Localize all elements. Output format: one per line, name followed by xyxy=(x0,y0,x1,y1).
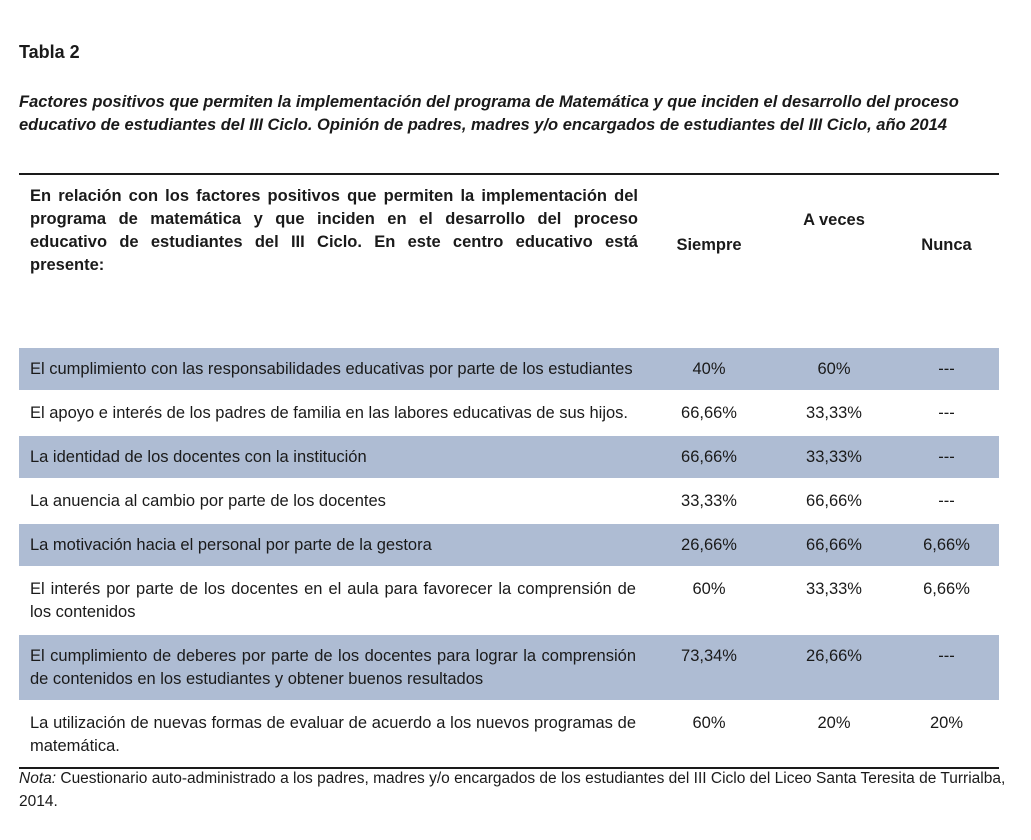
table-row xyxy=(19,435,999,479)
table-row xyxy=(19,523,999,567)
a-veces-cell: 33,33% xyxy=(774,435,894,479)
note-text: Cuestionario auto-administrado a los padres, madres y/o encargados de los estudiantes del III Ciclo del Liceo Santa Teresita de Turrialba, 2014. xyxy=(19,770,1006,810)
results-table xyxy=(19,173,999,769)
a-veces-cell: 66,66% xyxy=(774,479,894,523)
table-note xyxy=(19,767,1009,813)
factor-cell: La motivación hacia el personal por parte de la gestora xyxy=(19,523,644,567)
factor-cell: El apoyo e interés de los padres de familia en las labores educativas de sus hijos. xyxy=(19,391,644,435)
note-prefix: Nota: xyxy=(19,770,57,787)
header-a-veces: A veces xyxy=(774,174,894,347)
siempre-cell: 60% xyxy=(644,567,774,634)
factor-cell: El cumplimiento de deberes por parte de los docentes para lograr la comprensión de contenidos en los estudiantes y obtener buenos resultados xyxy=(19,634,644,701)
a-veces-cell: 33,33% xyxy=(774,567,894,634)
a-veces-cell: 20% xyxy=(774,701,894,768)
nunca-cell: --- xyxy=(894,347,999,391)
table-row xyxy=(19,479,999,523)
siempre-cell: 73,34% xyxy=(644,634,774,701)
siempre-cell: 26,66% xyxy=(644,523,774,567)
table-caption: Factores positivos que permiten la implementación del programa de Matemática y que inciden el desarrollo del proceso educativo de estudiantes del III Ciclo. Opinión de padres, madres y/o encargados de estudiantes del III Ciclo, año 2014 xyxy=(19,93,959,134)
factor-cell: La utilización de nuevas formas de evaluar de acuerdo a los nuevos programas de matemática. xyxy=(19,701,644,768)
table-body xyxy=(19,347,999,768)
a-veces-cell: 33,33% xyxy=(774,391,894,435)
factor-cell: La anuencia al cambio por parte de los docentes xyxy=(19,479,644,523)
table-header xyxy=(19,174,999,347)
siempre-cell: 66,66% xyxy=(644,391,774,435)
nunca-cell: 20% xyxy=(894,701,999,768)
factor-cell: El interés por parte de los docentes en el aula para favorecer la comprensión de los contenidos xyxy=(19,567,644,634)
a-veces-cell: 26,66% xyxy=(774,634,894,701)
nunca-cell: --- xyxy=(894,391,999,435)
siempre-cell: 40% xyxy=(644,347,774,391)
header-description: En relación con los factores positivos que permiten la implementación del programa de matemática y que inciden en el desarrollo del proceso educativo de estudiantes del III Ciclo. En este centro educativo está presente: xyxy=(19,174,644,347)
table-row xyxy=(19,701,999,768)
siempre-cell: 60% xyxy=(644,701,774,768)
nunca-cell: 6,66% xyxy=(894,523,999,567)
nunca-cell: --- xyxy=(894,479,999,523)
nunca-cell: --- xyxy=(894,634,999,701)
table-label: Tabla 2 xyxy=(19,42,80,62)
siempre-cell: 33,33% xyxy=(644,479,774,523)
header-siempre: Siempre xyxy=(644,174,774,347)
factor-cell: La identidad de los docentes con la institución xyxy=(19,435,644,479)
siempre-cell: 66,66% xyxy=(644,435,774,479)
table-row xyxy=(19,391,999,435)
nunca-cell: 6,66% xyxy=(894,567,999,634)
nunca-cell: --- xyxy=(894,435,999,479)
header-nunca: Nunca xyxy=(894,174,999,347)
header-row xyxy=(19,174,999,347)
a-veces-cell: 66,66% xyxy=(774,523,894,567)
table-row xyxy=(19,567,999,634)
table-row xyxy=(19,347,999,391)
a-veces-cell: 60% xyxy=(774,347,894,391)
table-row xyxy=(19,634,999,701)
factor-cell: El cumplimiento con las responsabilidades educativas por parte de los estudiantes xyxy=(19,347,644,391)
